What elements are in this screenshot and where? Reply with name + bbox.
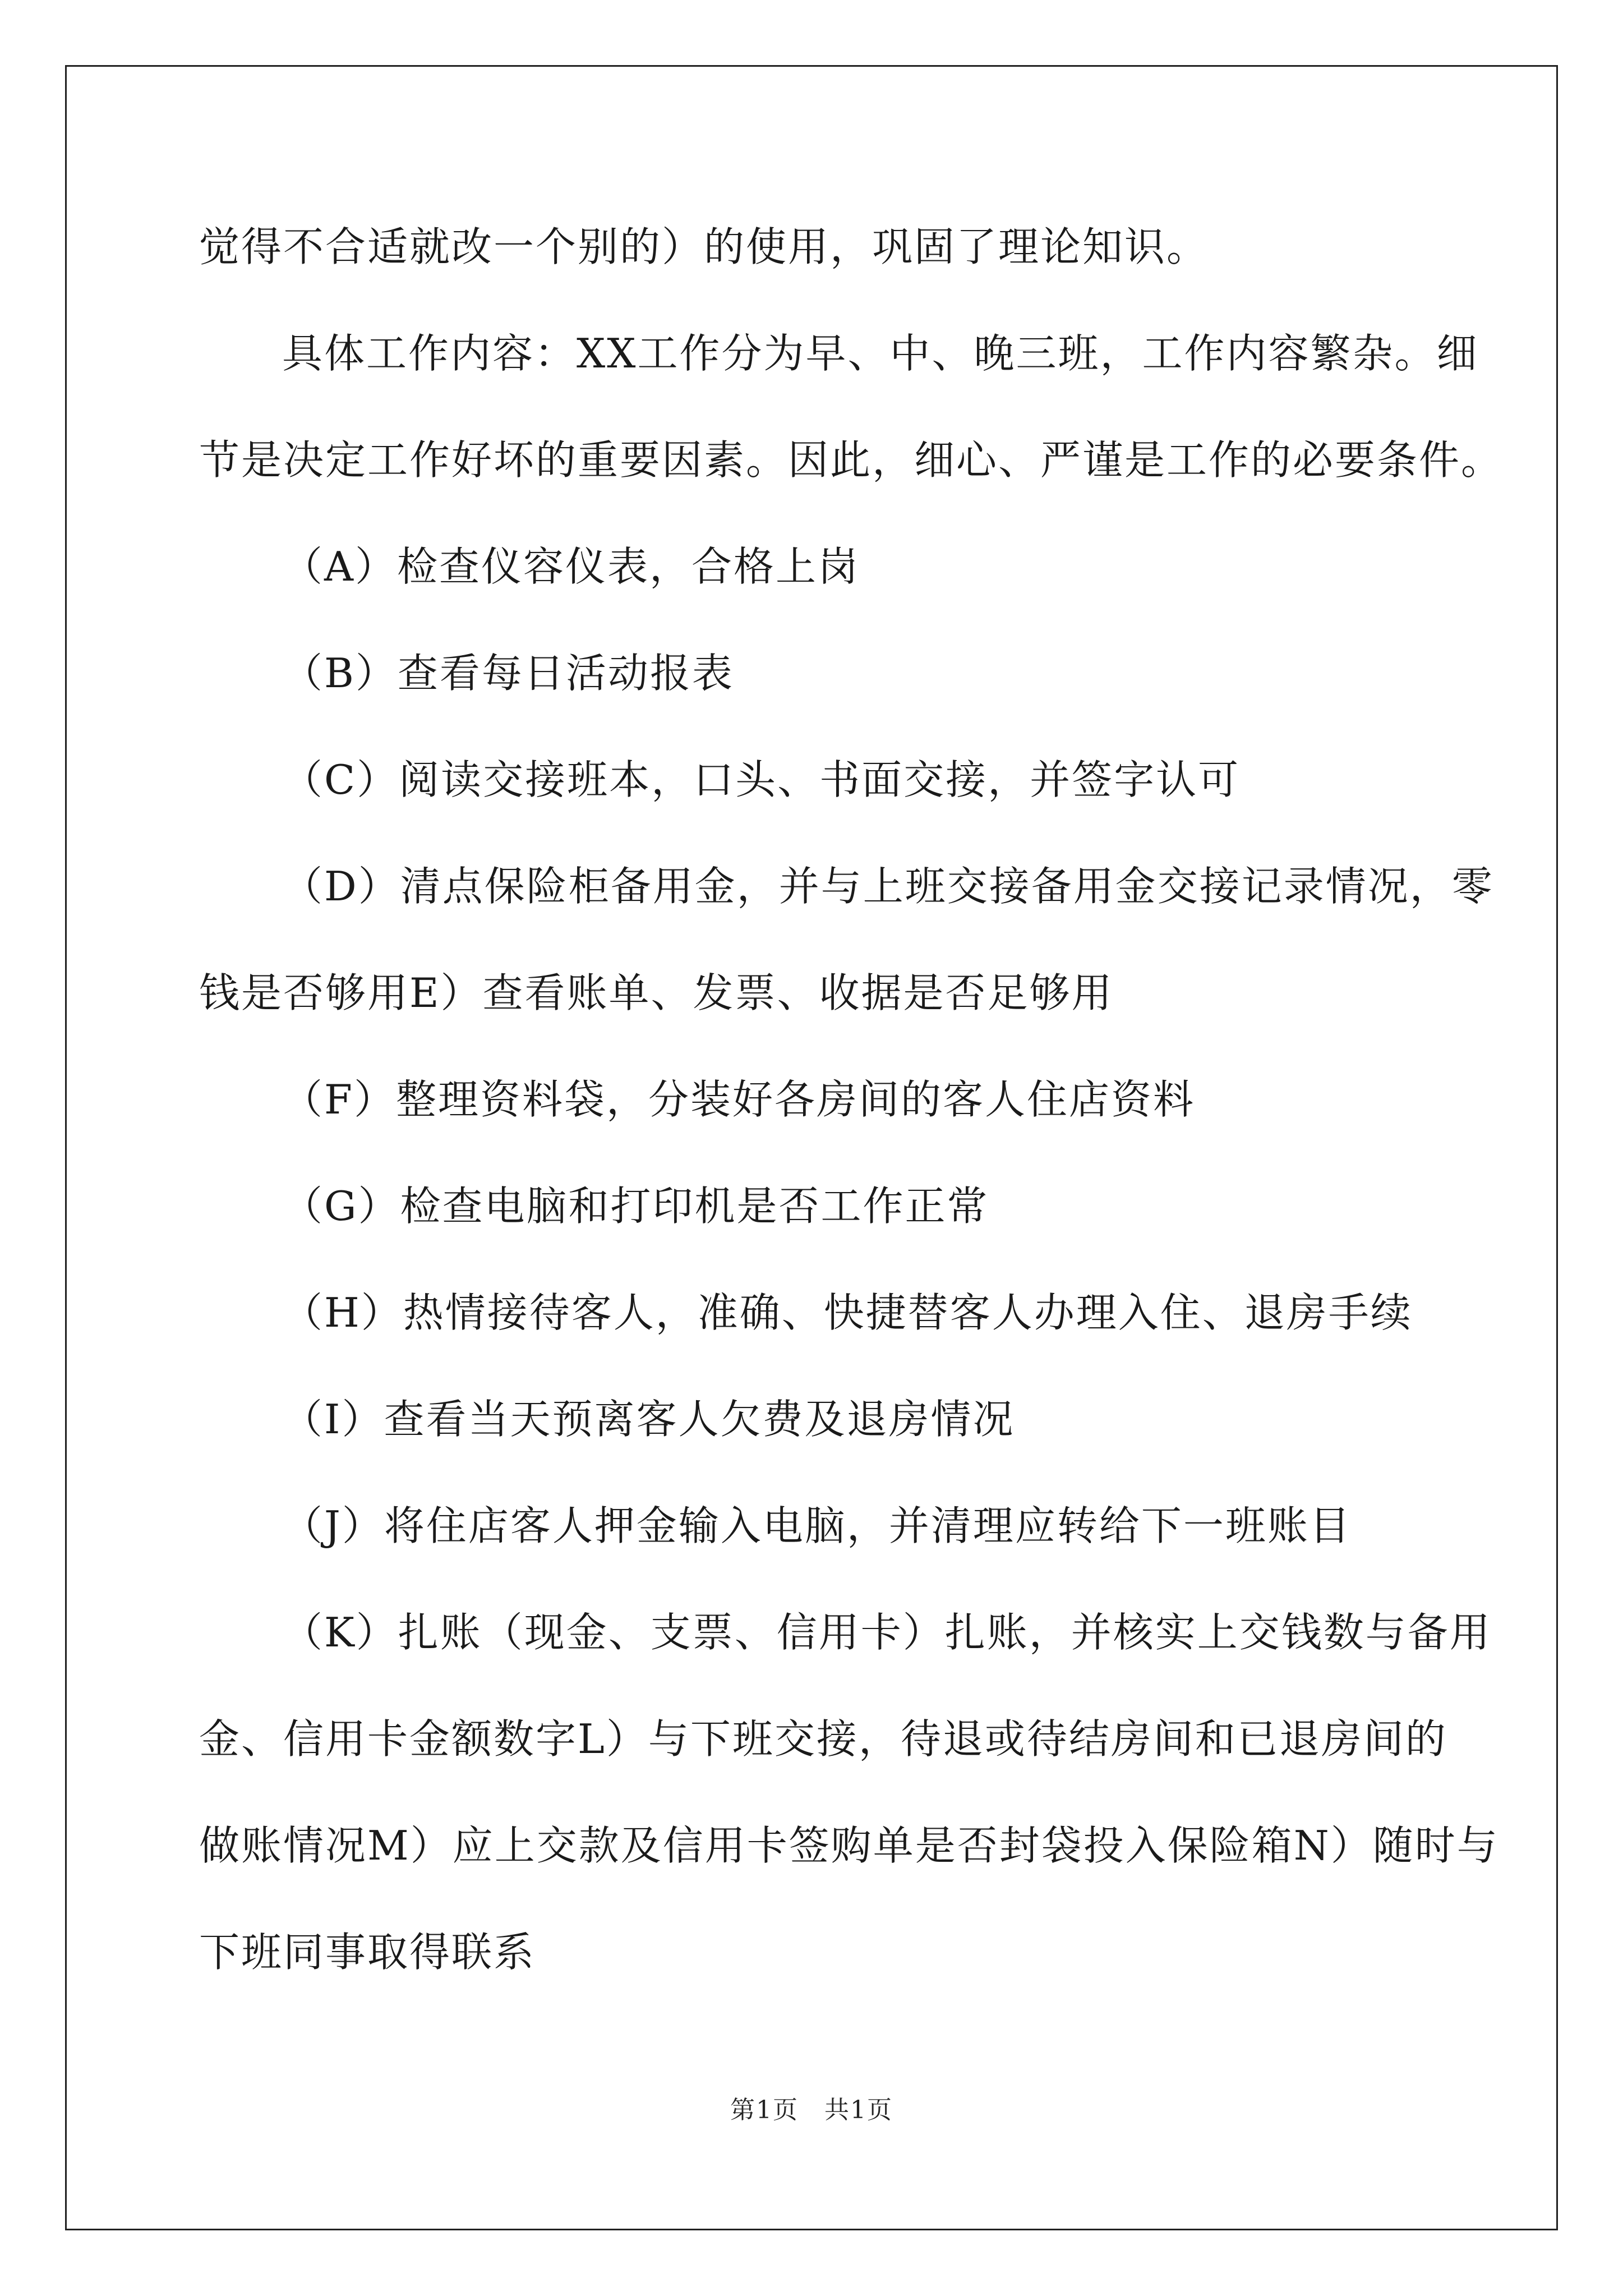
page-number-footer: 第1页 共1页 (730, 2096, 893, 2124)
text-line-3: 节是决定工作好坏的重要因素。因此，细心、严谨是工作的必要条件。 (199, 436, 1504, 484)
list-item-d-continued: 钱是否够用E）查看账单、发票、收据是否足够用 (199, 969, 1114, 1016)
list-item-b: （B）查看每日活动报表 (282, 650, 734, 697)
list-item-k-continued-3: 下班同事取得联系 (199, 1929, 536, 1976)
list-item-f: （F）整理资料袋，分装好各房间的客人住店资料 (282, 1076, 1195, 1123)
document-body (199, 194, 1504, 2005)
list-item-h: （H）热情接待客人，准确、快捷替客人办理入住、退房手续 (282, 1289, 1413, 1336)
list-item-d: （D）清点保险柜备用金，并与上班交接备用金交接记录情况，零 (282, 863, 1494, 910)
list-item-i: （I）查看当天预离客人欠费及退房情况 (282, 1396, 1015, 1443)
list-item-k: （K）扎账（现金、支票、信用卡）扎账，并核实上交钱数与备用 (282, 1609, 1492, 1656)
list-item-j: （J）将住店客人押金输入电脑，并清理应转给下一班账目 (282, 1502, 1352, 1549)
list-item-c: （C）阅读交接班本，口头、书面交接，并签字认可 (282, 756, 1241, 803)
text-line-1: 觉得不合适就改一个别的）的使用，巩固了理论知识。 (199, 223, 1209, 270)
text-line-2: 具体工作内容：XX工作分为早、中、晚三班，工作内容繁杂。细 (282, 330, 1479, 377)
list-item-g: （G）检查电脑和打印机是否工作正常 (282, 1182, 989, 1230)
list-item-k-continued-1: 金、信用卡金额数字L）与下班交接，待退或待结房间和已退房间的 (199, 1715, 1447, 1763)
list-item-k-continued-2: 做账情况M）应上交款及信用卡签购单是否封袋投入保险箱N）随时与 (199, 1822, 1499, 1869)
list-item-a: （A）检查仪容仪表，合格上岗 (282, 543, 860, 590)
